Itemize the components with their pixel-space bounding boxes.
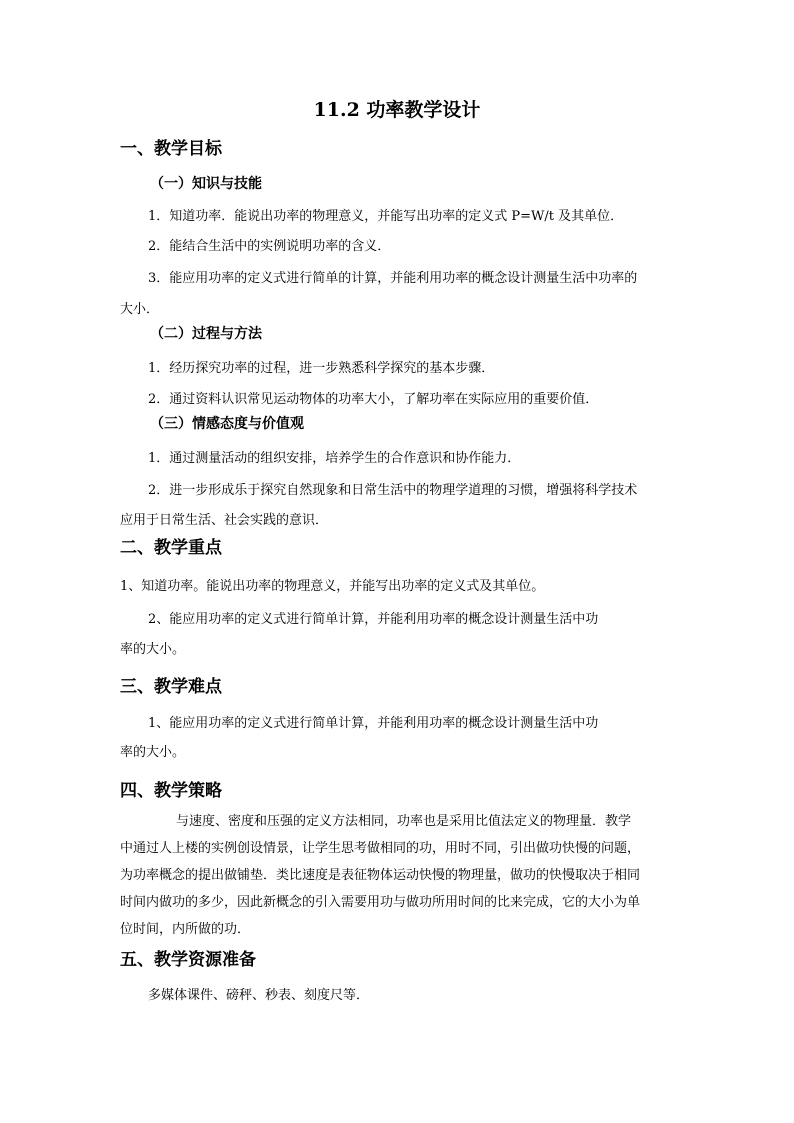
paragraph: 1．知道功率．能说出功率的物理意义，并能写出功率的定义式 P=W/t 及其单位．	[148, 209, 624, 224]
page-title: 11.2 功率教学设计	[313, 99, 481, 121]
section-heading-key-points: 二、教学重点	[120, 538, 222, 558]
paragraph: 2．进一步形成乐于探究自然现象和日常生活中的物理学道理的习惯，增强将科学技术	[148, 483, 638, 498]
paragraph: 3．能应用功率的定义式进行简单的计算，并能利用功率的概念设计测量生活中功率的	[148, 271, 638, 286]
paragraph: 时间内做功的多少，因此新概念的引入需要用功与做功所用时间的比来完成，它的大小为单	[120, 895, 641, 910]
paragraph: 1、能应用功率的定义式进行简单计算，并能利用功率的概念设计测量生活中功	[148, 716, 599, 731]
paragraph: 为功率概念的提出做铺垫．类比速度是表征物体运动快慢的物理量，做功的快慢取决于相同	[120, 868, 641, 883]
paragraph: 大小．	[120, 302, 160, 317]
subheading-attitude-values: （三）情感态度与价值观	[150, 416, 304, 432]
section-heading-difficulties: 三、教学难点	[120, 677, 222, 697]
paragraph: 2．能结合生活中的实例说明功率的含义．	[148, 239, 391, 254]
subheading-process-method: （二）过程与方法	[150, 326, 262, 342]
section-heading-resources: 五、教学资源准备	[120, 950, 256, 970]
paragraph: 1．通过测量活动的组织安排，培养学生的合作意识和协作能力．	[148, 451, 521, 466]
paragraph: 中通过人上楼的实例创设情景，让学生思考做相同的功，用时不同，引出做功快慢的问题，	[120, 841, 641, 856]
paragraph: 2．通过资料认识常见运动物体的功率大小，了解功率在实际应用的重要价值．	[148, 392, 599, 407]
section-heading-strategy: 四、教学策略	[120, 781, 222, 801]
paragraph: 多媒体课件、磅秤、秒表、刻度尺等．	[148, 988, 370, 1003]
paragraph: 率的大小。	[120, 745, 186, 760]
paragraph: 2、能应用功率的定义式进行简单计算，并能利用功率的概念设计测量生活中功	[148, 612, 599, 627]
paragraph: 1、知道功率。能说出功率的物理意义，并能写出功率的定义式及其单位。	[120, 579, 545, 594]
section-heading-objectives: 一、教学目标	[120, 139, 222, 159]
paragraph: 与速度、密度和压强的定义方法相同，功率也是采用比值法定义的物理量．教学	[176, 814, 632, 829]
paragraph: 1．经历探究功率的过程，进一步熟悉科学探究的基本步骤．	[148, 361, 495, 376]
paragraph: 位时间，内所做的功．	[120, 922, 251, 937]
paragraph: 应用于日常生活、社会实践的意识．	[120, 513, 329, 528]
subheading-knowledge-skills: （一）知识与技能	[150, 176, 262, 192]
paragraph: 率的大小。	[120, 642, 186, 657]
